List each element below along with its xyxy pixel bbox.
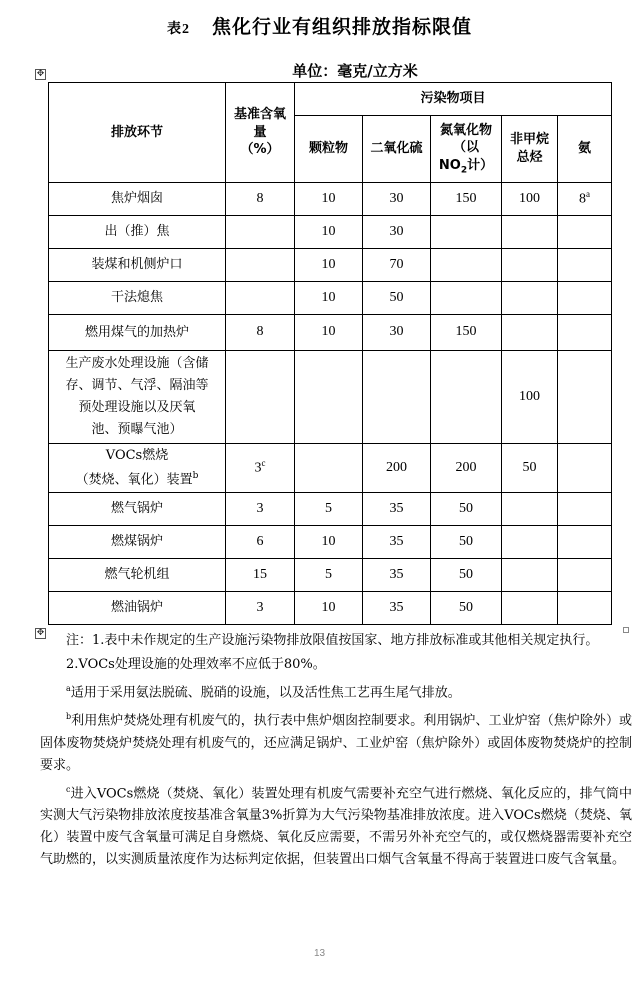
note-a xyxy=(40,678,632,704)
footnote-mark: a xyxy=(586,189,590,200)
cell-stage xyxy=(49,351,226,444)
header-nox-unit: 计） xyxy=(467,157,494,173)
cell-pm: 5 xyxy=(295,493,363,526)
cell-stage: 出（推）焦 xyxy=(49,216,226,249)
cell-pm: 10 xyxy=(295,315,363,351)
cell-so2: 30 xyxy=(363,183,431,216)
cell-pm: 10 xyxy=(295,249,363,282)
table-row xyxy=(49,444,612,493)
table-row xyxy=(49,216,612,249)
cell-nh3 xyxy=(558,526,612,559)
cell-oxygen: 8 xyxy=(226,183,295,216)
cell-stage-line: 存、调节、气浮、隔油等 xyxy=(65,378,209,393)
table-number: 表2 xyxy=(166,22,190,37)
table-notes xyxy=(40,630,632,873)
cell-pm: 10 xyxy=(295,216,363,249)
cell-stage: 燃煤锅炉 xyxy=(49,526,226,559)
header-nmhc xyxy=(502,116,558,183)
cell-so2: 35 xyxy=(363,592,431,625)
cell-oxygen xyxy=(226,216,295,249)
note-b xyxy=(40,706,632,776)
footnote-mark: c xyxy=(261,458,266,469)
cell-nmhc xyxy=(502,526,558,559)
cell-nox xyxy=(431,249,502,282)
cell-oxygen: 8 xyxy=(226,315,295,351)
cell-oxygen: 3 xyxy=(226,493,295,526)
table-row xyxy=(49,526,612,559)
note-a-text: 适用于采用氨法脱硫、脱硝的设施，以及活性焦工艺再生尾气排放。 xyxy=(70,685,461,701)
cell-oxygen: 15 xyxy=(226,559,295,592)
cell-so2: 35 xyxy=(363,493,431,526)
cell-pm xyxy=(295,444,363,493)
cell-oxygen: 3 xyxy=(226,592,295,625)
cell-stage: 燃用煤气的加热炉 xyxy=(49,315,226,351)
header-oxygen-line: （%） xyxy=(240,142,280,158)
cell-nox xyxy=(431,351,502,444)
cell-nh3 xyxy=(558,592,612,625)
cell-nh3 xyxy=(558,249,612,282)
page-number: 13 xyxy=(313,948,326,959)
cell-nmhc xyxy=(502,249,558,282)
cell-nox: 50 xyxy=(431,526,502,559)
cell-nh3-value: 8 xyxy=(579,191,586,207)
table-row xyxy=(49,249,612,282)
cell-oxygen xyxy=(226,249,295,282)
cell-stage-line: 预处理设施以及厌氧 xyxy=(78,400,196,415)
table-row xyxy=(49,282,612,315)
move-icon[interactable]: ✥ xyxy=(36,628,45,638)
cell-stage: 燃气锅炉 xyxy=(49,493,226,526)
table-title-text: 焦化行业有组织排放指标限值 xyxy=(211,16,472,38)
footnote-mark: b xyxy=(192,471,199,482)
cell-pm: 10 xyxy=(295,282,363,315)
cell-pm: 5 xyxy=(295,559,363,592)
footnote-mark: c xyxy=(66,784,71,794)
cell-nmhc xyxy=(502,216,558,249)
note-c-text: 进入VOCs燃烧（焚烧、氧化）装置处理有机废气需要补充空气进行燃烧、氧化反应的，排气筒中实测大气污染物排放浓度按基准含氧量3%折算为大气污染物基准排放浓度。进入VOCs燃烧（焚烧、氧化）装置中废气含氧量可满足自身燃烧、氧化反应需要，不需另外补充空气的，或仅燃烧器需要补充空气助燃的，以实测质量浓度作为达标判定依据，但装置出口烟气含氧量不得高于装置进口废气含氧量。 xyxy=(40,785,632,867)
cell-nh3 xyxy=(558,493,612,526)
cell-pm: 10 xyxy=(295,592,363,625)
cell-nox: 50 xyxy=(431,592,502,625)
cell-so2: 50 xyxy=(363,282,431,315)
unit-label: 单位：毫克/立方米 xyxy=(292,62,418,80)
cell-nmhc xyxy=(502,315,558,351)
header-nox xyxy=(431,116,502,183)
note-1: 注：1.表中未作规定的生产设施污染物排放限值按国家、地方排放标准或其他相关规定执行。 xyxy=(66,633,599,648)
header-nox-line: （以 xyxy=(452,140,479,156)
header-stage: 排放环节 xyxy=(49,83,226,183)
cell-stage: 焦炉烟囱 xyxy=(49,183,226,216)
cell-nh3 xyxy=(558,216,612,249)
cell-stage xyxy=(49,444,226,493)
cell-stage-line: VOCs燃烧 xyxy=(105,448,169,464)
cell-nmhc xyxy=(502,592,558,625)
cell-nh3 xyxy=(558,183,612,216)
cell-oxygen: 6 xyxy=(226,526,295,559)
header-pollutants: 污染物项目 xyxy=(295,83,612,116)
cell-pm: 10 xyxy=(295,183,363,216)
header-nox-line: 氮氧化物 xyxy=(439,122,492,138)
move-icon[interactable]: ✥ xyxy=(36,69,45,79)
cell-nmhc xyxy=(502,559,558,592)
header-nox-no: NO xyxy=(438,157,461,173)
header-nmhc-line: 非甲烷 xyxy=(509,132,549,148)
table-row xyxy=(49,559,612,592)
cell-nh3 xyxy=(558,559,612,592)
note-c xyxy=(40,779,632,871)
header-oxygen-line: 基准含氧 xyxy=(233,107,286,123)
cell-stage-line xyxy=(49,466,225,490)
cell-stage-line: 生产废水处理设施（含储 xyxy=(65,356,209,371)
header-oxygen xyxy=(226,83,295,183)
cell-oxygen xyxy=(226,282,295,315)
footnote-mark: b xyxy=(66,712,72,722)
cell-nox: 50 xyxy=(431,559,502,592)
cell-nmhc: 100 xyxy=(502,183,558,216)
cell-nmhc xyxy=(502,493,558,526)
cell-stage: 装煤和机侧炉口 xyxy=(49,249,226,282)
header-pm: 颗粒物 xyxy=(295,116,363,183)
cell-nox xyxy=(431,282,502,315)
cell-stage: 干法熄焦 xyxy=(49,282,226,315)
cell-oxygen xyxy=(226,351,295,444)
cell-so2: 35 xyxy=(363,526,431,559)
table-row xyxy=(49,351,612,444)
table-row xyxy=(49,315,612,351)
cell-nmhc: 100 xyxy=(502,351,558,444)
table-row xyxy=(49,592,612,625)
cell-nox: 150 xyxy=(431,183,502,216)
cell-so2 xyxy=(363,351,431,444)
cell-stage-text: （焚烧、氧化）装置 xyxy=(75,472,193,488)
cell-nh3 xyxy=(558,282,612,315)
header-nox-line xyxy=(431,157,501,177)
cell-oxygen xyxy=(226,444,295,493)
cell-nox: 150 xyxy=(431,315,502,351)
header-nh3: 氨 xyxy=(558,116,612,183)
cell-so2: 30 xyxy=(363,315,431,351)
cell-nh3 xyxy=(558,444,612,493)
cell-so2: 200 xyxy=(363,444,431,493)
table-row xyxy=(49,183,612,216)
cell-so2: 30 xyxy=(363,216,431,249)
table-row xyxy=(49,493,612,526)
cell-nh3 xyxy=(558,315,612,351)
cell-nh3 xyxy=(558,351,612,444)
cell-nox xyxy=(431,216,502,249)
cell-pm: 10 xyxy=(295,526,363,559)
note-b-text: 利用焦炉焚烧处理有机废气的，执行表中焦炉烟囱控制要求。利用锅炉、工业炉窑（焦炉除外）或固体废物焚烧炉焚烧处理有机废气的，还应满足锅炉、工业炉窑（焦炉除外）或固体废物焚烧炉的控制要求。 xyxy=(40,713,632,773)
cell-nox: 50 xyxy=(431,493,502,526)
page-title xyxy=(0,12,639,39)
cell-nmhc: 50 xyxy=(502,444,558,493)
header-nox-subscript: 2 xyxy=(460,165,468,176)
cell-pm xyxy=(295,351,363,444)
note-2: 2.VOCs处理设施的处理效率不应低于80%。 xyxy=(66,657,326,672)
cell-nmhc xyxy=(502,282,558,315)
cell-nox: 200 xyxy=(431,444,502,493)
cell-oxygen-value: 3 xyxy=(254,460,262,476)
cell-stage: 燃气轮机组 xyxy=(49,559,226,592)
cell-so2: 35 xyxy=(363,559,431,592)
header-oxygen-line: 量 xyxy=(253,124,267,140)
cell-stage: 燃油锅炉 xyxy=(49,592,226,625)
header-so2: 二氧化硫 xyxy=(363,116,431,183)
emission-limits-table xyxy=(48,82,612,625)
cell-so2: 70 xyxy=(363,249,431,282)
cell-stage-line: 池、预曝气池） xyxy=(91,422,183,437)
header-nmhc-line: 总烃 xyxy=(516,150,543,165)
footnote-mark: a xyxy=(66,684,71,693)
